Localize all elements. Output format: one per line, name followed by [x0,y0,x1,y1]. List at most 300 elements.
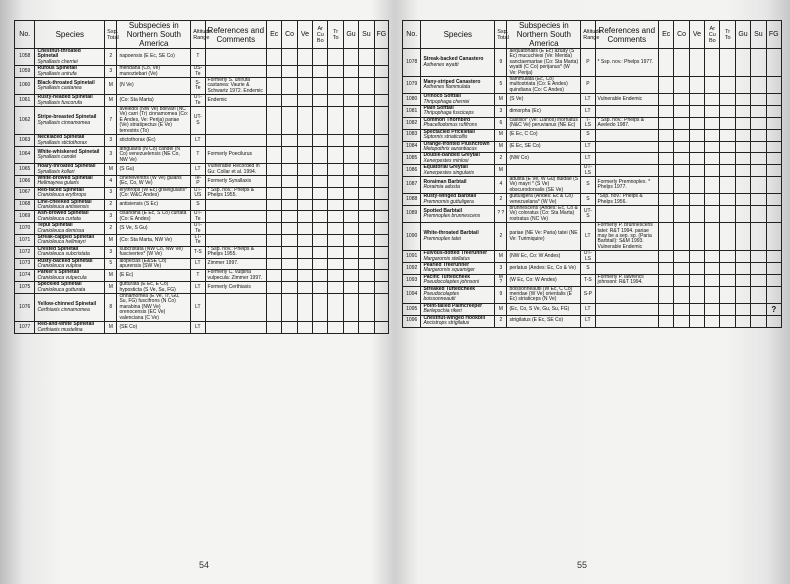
cell-subspecies: aequatorialis (E Ec) azuay (S Ec) mucuchiesi (Ve: Merida) sanctaemartae (Co: Sta Marta) wyatti (C Co) perijanus* (W Ve: Perija) [507,49,581,77]
cell-ssp-total: 2 [495,153,507,165]
cell-subspecies: (NW Ec, Co: W Andes) [507,251,581,263]
cell-ssp-total: M [105,282,117,294]
cell-fg [374,164,388,176]
cell-references: Zimmer 1997. [205,258,266,270]
cell-su [751,165,766,177]
cell-arcubo [705,106,720,118]
cell-references: Vulnerable Endemic [595,94,659,106]
table-row [403,165,782,177]
col-references: References and Comments [595,21,659,49]
cell-fg [374,246,388,258]
cell-fg [766,165,781,177]
cell-ve [297,107,312,135]
cell-references: *Ssp. nov.: Phelps & Phelps 1956. [595,194,659,206]
species-scientific-name: Asthenes flammulata [423,84,471,91]
cell-number: 1078 [403,49,421,77]
cell-fg [374,211,388,223]
cell-number: 1071 [15,235,35,247]
species-scientific-name: Metopothrix aurantiacus [423,145,477,152]
species-scientific-name: Cranioleuca demissa [37,227,85,234]
cell-arcubo [705,315,720,327]
cell-trto [328,246,343,258]
cell-ec [267,175,282,187]
cell-arcubo [313,258,328,270]
table-row [15,246,389,258]
cell-species [421,77,495,94]
table-row [15,235,389,247]
cell-arcubo [705,117,720,129]
cell-co [674,77,689,94]
cell-trto [328,146,343,163]
cell-subspecies: (SE Co) [117,322,191,334]
cell-co [674,129,689,141]
cell-gu [735,94,750,106]
cell-altitude: S-Te [191,78,205,95]
cell-fg [374,66,388,78]
species-scientific-name: Cranioleuca subcristata [37,251,90,258]
cell-fg [374,187,388,199]
cell-references [595,303,659,315]
cell-arcubo [313,322,328,334]
cell-su [359,95,374,107]
species-scientific-name: Cranioleuca erythrops [37,192,87,199]
cell-ec [267,199,282,211]
cell-co [282,187,297,199]
species-scientific-name: Siptornis striaticollis [423,134,468,141]
cell-subspecies: aveledoi (NW Ve) bolivari (NC Ve) carri (Tr) cinnamomea (Co: E Andes, Ve: Perija) pariae (Ve) striatipectus (E Ve) terrestris (To) [117,107,191,135]
col-su: Su [751,21,766,49]
table-row [403,77,782,94]
cell-su [359,294,374,322]
cell-species [421,49,495,77]
cell-trto [328,199,343,211]
cell-arcubo [313,107,328,135]
cell-ec [267,135,282,147]
cell-co [674,106,689,118]
cell-su [751,263,766,275]
cell-subspecies: strigilatus (E Ec, SE Co) [507,315,581,327]
cell-fg [374,78,388,95]
cell-subspecies: (W Ec, Co: W Andes) [507,274,581,286]
col-subspecies: Subspecies in Northern South America [507,21,581,49]
cell-trto [328,95,343,107]
cell-ec [267,294,282,322]
cell-references [595,153,659,165]
table-row [403,223,782,251]
cell-trto [328,211,343,223]
cell-altitude: P [581,77,595,94]
cell-gu [735,77,750,94]
cell-ec [659,286,674,303]
cell-gu [735,176,750,193]
table-row [403,176,782,193]
cell-su [751,286,766,303]
cell-references [205,235,266,247]
cell-su [359,78,374,95]
table-row [403,94,782,106]
species-scientific-name: Berlepschia rikeri [423,308,462,315]
cell-su [359,223,374,235]
cell-species [35,270,105,282]
cell-ve [297,135,312,147]
cell-trto [328,49,343,66]
cell-co [674,49,689,77]
cell-species [421,286,495,303]
col-fg: FG [374,21,388,49]
cell-number: 1065 [15,164,35,176]
cell-su [751,176,766,193]
col-altitude: Altitude Range [581,21,595,49]
cell-fg [766,49,781,77]
cell-subspecies: meridana (Co, Ve) munoztebari (Ve) [117,66,191,78]
cell-trto [720,153,735,165]
cell-su [359,107,374,135]
cell-gu [343,258,358,270]
cell-su [359,164,374,176]
cell-species [35,164,105,176]
species-scientific-name: Xenerpestes singularis [423,169,475,176]
cell-altitude: LT [581,153,595,165]
table-row [15,282,389,294]
cell-references [205,294,266,322]
table-row [403,274,782,286]
cell-number: 1080 [403,94,421,106]
table-row [15,66,389,78]
cell-su [359,175,374,187]
header-row [403,21,782,49]
cell-su [751,49,766,77]
cell-fg [766,129,781,141]
cell-arcubo [705,205,720,222]
cell-ve [689,141,704,153]
cell-number: 1079 [403,77,421,94]
cell-su [751,251,766,263]
cell-ve [297,146,312,163]
cell-fg [766,153,781,165]
cell-ve [297,270,312,282]
col-ve: Ve [297,21,312,49]
cell-trto [328,235,343,247]
cell-references: Formerly Certhiaxis [205,282,266,294]
cell-references: Formerly Poecilurus [205,146,266,163]
cell-co [282,294,297,322]
cell-references [595,165,659,177]
cell-fg [766,176,781,193]
species-scientific-name: Synallaxis castanea [37,85,82,92]
cell-species [421,176,495,193]
species-common-name: Line-cheeked Spinetail [37,198,92,205]
cell-number: 1058 [15,49,35,66]
cell-arcubo [313,95,328,107]
cell-altitude: US-Te [191,66,205,78]
cell-ssp-total: M [105,164,117,176]
cell-species [421,129,495,141]
cell-references: * Ssp. nov.: Phelps & Aveledo 1987. [595,117,659,129]
cell-ec [659,141,674,153]
species-scientific-name: Synallaxis kollari [37,168,75,175]
cell-species [35,107,105,135]
cell-ve [297,78,312,95]
cell-arcubo [313,164,328,176]
cell-references [205,211,266,223]
col-ec: Ec [659,21,674,49]
cell-ec [267,246,282,258]
cell-trto [720,165,735,177]
cell-references [595,77,659,94]
cell-ssp-total: 5 [105,258,117,270]
table-row [15,211,389,223]
cell-su [359,270,374,282]
cell-ec [267,187,282,199]
cell-gu [735,274,750,286]
col-gu: Gu [735,21,750,49]
cell-arcubo [705,141,720,153]
cell-number: 1095 [403,303,421,315]
cell-trto [720,286,735,303]
cell-gu [343,78,358,95]
cell-ssp-total: 2 [105,199,117,211]
cell-ec [659,263,674,275]
col-subspecies: Subspecies in Northern South America [117,21,191,49]
cell-co [674,303,689,315]
species-scientific-name: Asthenes wyatti [423,61,459,68]
cell-co [674,141,689,153]
cell-subspecies: (E Ec, C Co) [507,129,581,141]
species-common-name: Spotted Barbtail [423,207,463,214]
table-row [15,322,389,334]
species-scientific-name: Roraimia adusta [423,184,460,191]
cell-ve [297,49,312,66]
cell-altitude: S-P [581,286,595,303]
cell-gu [343,246,358,258]
cell-number: 1082 [403,117,421,129]
cell-gu [343,66,358,78]
cell-references: Endemic [205,95,266,107]
cell-species [35,199,105,211]
cell-ssp-total: M [495,129,507,141]
cell-subspecies: (E Ec) [117,270,191,282]
cell-fg [374,258,388,270]
cell-ec [267,282,282,294]
cell-arcubo [705,176,720,193]
species-common-name: Plain Softtail [423,105,454,112]
species-scientific-name: Cranioleuca curtata [37,215,81,222]
cell-subspecies: dimorpha (Ec) [507,106,581,118]
species-scientific-name: Thripophaga fusciceps [423,110,474,117]
cell-altitude: T [191,49,205,66]
cell-co [282,322,297,334]
table-row [15,223,389,235]
cell-ec [267,223,282,235]
col-ec: Ec [267,21,282,49]
cell-ve [689,194,704,206]
cell-ssp-total: M [495,303,507,315]
cell-altitude: LT [191,322,205,334]
cell-arcubo [313,135,328,147]
cell-species [35,66,105,78]
cell-references [205,135,266,147]
cell-subspecies: (NW Co) [507,153,581,165]
cell-fg [374,270,388,282]
cell-su [751,274,766,286]
cell-number: 1074 [15,270,35,282]
cell-number: 1069 [15,211,35,223]
cell-arcubo [313,199,328,211]
cell-arcubo [313,175,328,187]
cell-altitude: LT [581,315,595,327]
species-common-name: Rusty-headed Spinetail [37,94,93,101]
cell-su [359,66,374,78]
cell-ssp-total: M [495,141,507,153]
cell-ssp-total: ? ? [495,205,507,222]
species-common-name: Hoary-throated Spinetail [37,163,96,170]
cell-trto [720,117,735,129]
cell-subspecies: cisandina (E Ec, S Co) curtata (Co: E Andes) [117,211,191,223]
cell-arcubo [705,77,720,94]
cell-trto [720,94,735,106]
cell-altitude: S [581,194,595,206]
cell-arcubo [705,153,720,165]
cell-ec [659,315,674,327]
cell-gu [735,49,750,77]
cell-ssp-total: 2 [495,223,507,251]
cell-subspecies: gutturata (E Ec, E Co) hyposticta (S Ve, Su, FG) [117,282,191,294]
species-common-name: Many-striped Canastero [423,78,481,85]
cell-number: 1087 [403,176,421,193]
cell-ve [297,246,312,258]
col-arcubo: Ar Cu Bo [313,21,328,49]
cell-ve [689,176,704,193]
right-table-body [403,49,782,328]
cell-arcubo [313,246,328,258]
cell-species [421,315,495,327]
left-table-body [15,49,389,334]
cell-species [35,78,105,95]
cell-references: Vulnerable Recorded in Gu: Collar et al. 1994. [205,164,266,176]
cell-co [674,315,689,327]
col-trto: Tr To [720,21,735,49]
cell-fg [374,135,388,147]
cell-altitude: LT-Te [191,235,205,247]
header-row [15,21,389,49]
col-total: Ssp. Total [105,21,117,49]
table-row [403,286,782,303]
cell-trto [328,282,343,294]
table-row [403,141,782,153]
cell-co [674,274,689,286]
table-row [403,117,782,129]
cell-co [674,194,689,206]
table-row [403,129,782,141]
cell-ve [297,211,312,223]
cell-co [282,270,297,282]
cell-species [35,95,105,107]
cell-altitude: S [581,176,595,193]
species-scientific-name: Synallaxis cinnamomea [37,119,91,126]
cell-trto [328,175,343,187]
cell-gu [735,141,750,153]
cell-arcubo [313,146,328,163]
cell-subspecies: (Ec, Co, S Ve, Gu, Su, FG) [507,303,581,315]
cell-subspecies: pariae (NE Ve: Paria) tatei (NE Ve: Turimiquire) [507,223,581,251]
cell-ec [659,129,674,141]
cell-species [421,263,495,275]
cell-co [282,146,297,163]
cell-altitude: LT [581,141,595,153]
cell-references: * Ssp. nov.: Phelps & Phelps 1955. [205,187,266,199]
species-common-name: White-browed Spinetail [37,174,93,181]
cell-trto [720,263,735,275]
cell-co [674,223,689,251]
table-row [403,251,782,263]
cell-species [421,141,495,153]
cell-number: 1092 [403,263,421,275]
cell-arcubo [705,303,720,315]
cell-ssp-total: M ? [495,274,507,286]
cell-references: Formerly Premnoplex. * Phelps 1977. [595,176,659,193]
cell-arcubo [705,263,720,275]
cell-gu [343,294,358,322]
cell-fg [766,117,781,129]
cell-su [751,153,766,165]
cell-gu [735,315,750,327]
cell-number: 1073 [15,258,35,270]
cell-subspecies: (N Ve) [117,78,191,95]
species-scientific-name: Premnoplex tatei [423,235,461,242]
cell-co [282,49,297,66]
left-page [14,20,389,570]
cell-ve [689,129,704,141]
table-row [403,263,782,275]
cell-ve [689,251,704,263]
cell-ec [267,78,282,95]
cell-altitude: LT [581,303,595,315]
cell-species [35,49,105,66]
cell-ec [659,49,674,77]
cell-ssp-total: 5 [495,77,507,94]
cell-ve [689,303,704,315]
cell-ssp-total: 7 [105,107,117,135]
cell-arcubo [313,66,328,78]
cell-su [359,187,374,199]
species-scientific-name: Synallaxis unirufa [37,70,77,77]
cell-co [282,175,297,187]
cell-fg [374,95,388,107]
cell-altitude: LT [191,258,205,270]
cell-altitude: T [191,270,205,282]
cell-altitude: LT [581,94,595,106]
species-scientific-name: Cranioleuca gutturata [37,286,86,293]
cell-number: 1094 [403,286,421,303]
cell-su [751,223,766,251]
cell-ssp-total: M [105,78,117,95]
cell-gu [343,270,358,282]
cell-number: 1077 [15,322,35,334]
cell-gu [343,211,358,223]
cell-subspecies: (Co: Sta Marta) [117,95,191,107]
cell-arcubo [313,223,328,235]
cell-arcubo [313,78,328,95]
species-scientific-name: Cranioleuca hellmayri [37,239,86,246]
cell-ve [297,258,312,270]
cell-subspecies: cinereiventris (W Ve) gularis (Ec, Co, W Ve) [117,175,191,187]
cell-su [751,205,766,222]
species-common-name: Ash-browed Spinetail [37,210,89,217]
table-row [15,78,389,95]
species-common-name: Streaked Tuftedcheek [423,285,476,292]
cell-number: 1063 [15,135,35,147]
species-common-name: Yellow-chinned Spinetail [37,301,97,308]
